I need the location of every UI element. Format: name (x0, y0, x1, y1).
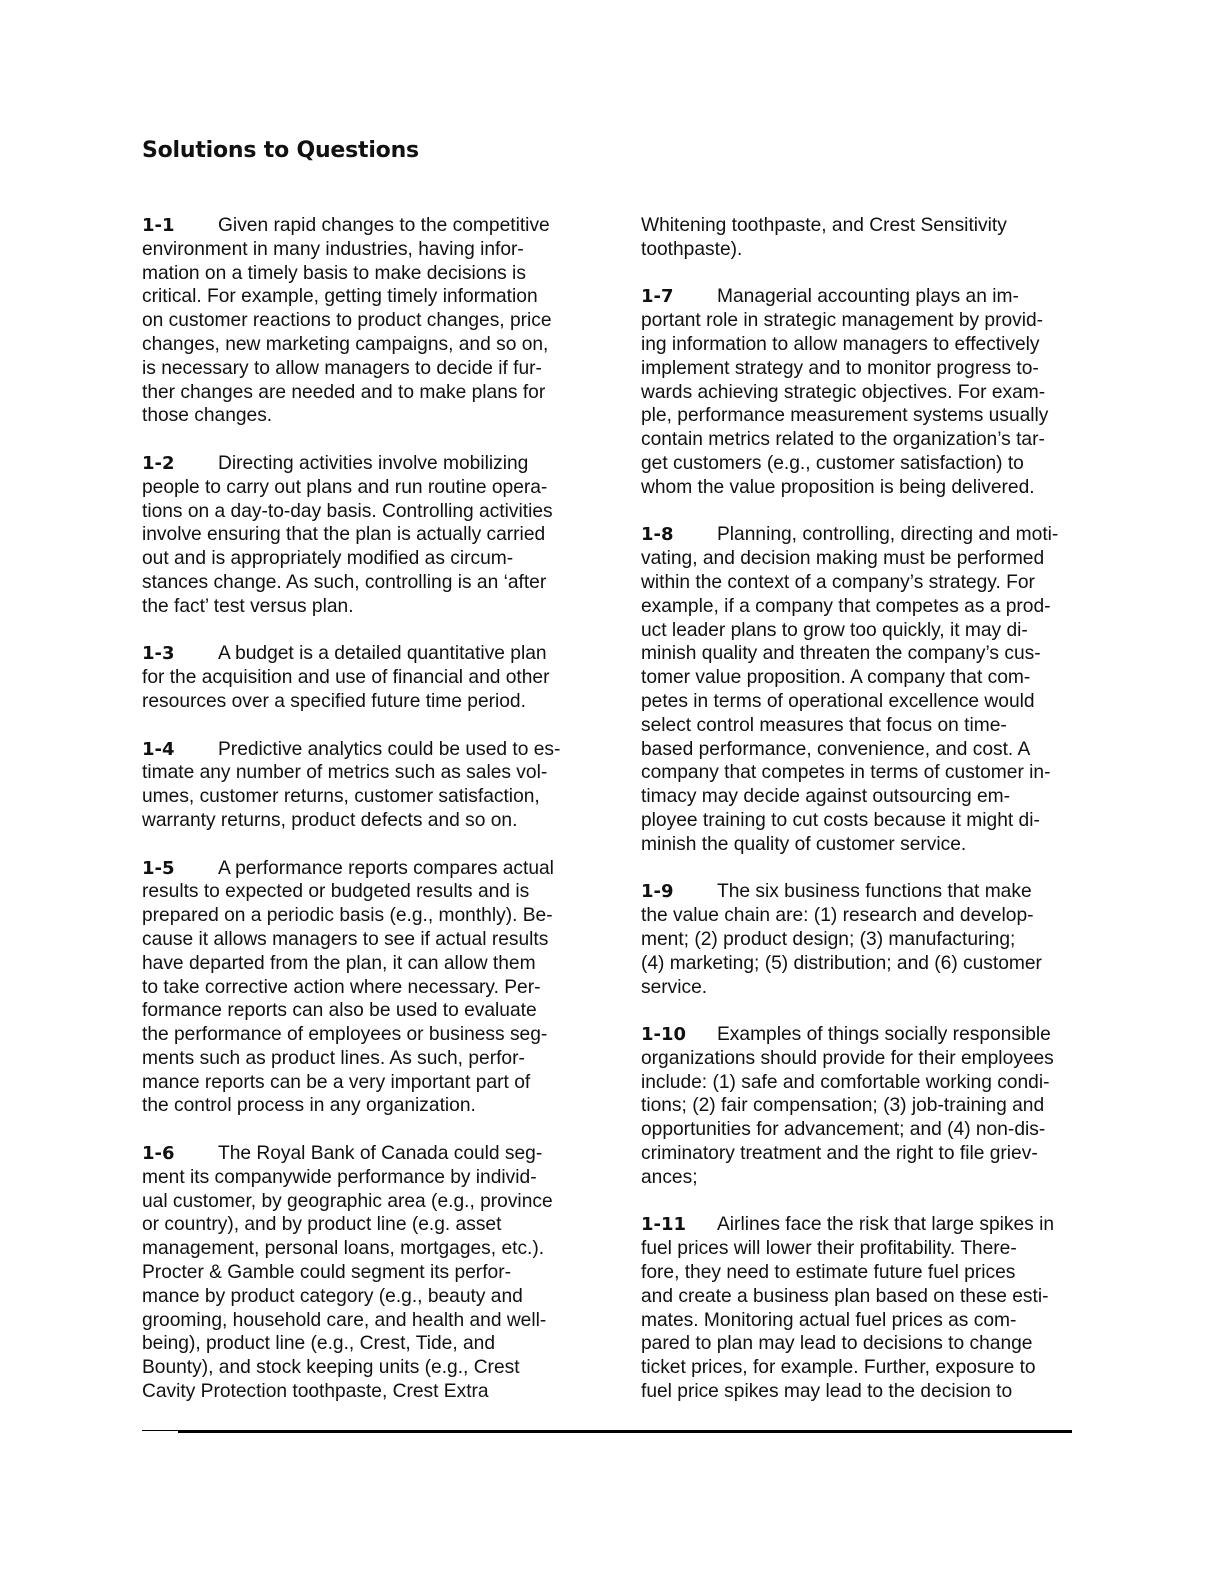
answer-1-6 (142, 1142, 568, 1404)
answer-text-line: the fact’ test versus plan. (142, 595, 354, 617)
answer-text-line: A performance reports compares actual (218, 857, 554, 879)
answer-text-line: or country), and by product line (e.g. asset (142, 1214, 502, 1236)
answer-text-line: have departed from the plan, it can allow them (142, 952, 536, 974)
question-number: 1-5 (142, 857, 175, 879)
question-number: 1-6 (142, 1143, 175, 1165)
answer-text-line: being), product line (e.g., Crest, Tide, and (142, 1333, 496, 1355)
answer-text-line: ment its companywide performance by individ- (142, 1166, 537, 1188)
answer-text-line: on customer reactions to product changes, price (142, 310, 552, 332)
answer-first-line (641, 1213, 1073, 1237)
answer-text-line: Procter & Gamble could segment its perfor- (142, 1262, 511, 1284)
answer-text-line: select control measures that focus on time- (641, 714, 1007, 736)
answer-text-line: formance reports can also be used to evaluate (142, 1000, 537, 1022)
answer-continued (641, 214, 1073, 262)
answer-text-line: company that competes in terms of customer in- (641, 762, 1051, 784)
answer-text-line: toothpaste). (641, 238, 743, 260)
answer-1-2 (142, 452, 568, 619)
answer-text-line: timacy may decide against outsourcing em- (641, 786, 1010, 808)
page-title: Solutions to Questions (142, 138, 419, 163)
answer-1-7 (641, 285, 1073, 499)
answer-text-line: ticket prices, for example. Further, exposure to (641, 1357, 1036, 1379)
right-column (641, 214, 1073, 1428)
answer-text-line: uct leader plans to grow too quickly, it may di- (641, 619, 1028, 641)
answer-text-line: environment in many industries, having infor- (142, 238, 524, 260)
answer-first-line (142, 452, 568, 476)
answer-text-line: tions; (2) fair compensation; (3) job-training and (641, 1095, 1045, 1117)
answer-text-line: The Royal Bank of Canada could seg- (218, 1143, 543, 1165)
answer-text-line: mance by product category (e.g., beauty and (142, 1285, 523, 1307)
question-number: 1-11 (641, 1214, 687, 1236)
answer-text-line: wards achieving strategic objectives. For exam- (641, 381, 1046, 403)
answer-text-line: criminatory treatment and the right to file griev- (641, 1143, 1038, 1165)
answer-text-line: critical. For example, getting timely information (142, 286, 538, 308)
answer-text-line: the value chain are: (1) research and develop- (641, 905, 1034, 927)
answer-1-10 (641, 1023, 1073, 1190)
question-number: 1-2 (142, 452, 175, 474)
answer-text-line: people to carry out plans and run routine opera- (142, 476, 548, 498)
answer-text-line: A budget is a detailed quantitative plan (218, 643, 547, 665)
answer-text-line: ances; (641, 1166, 698, 1188)
answer-text-line: organizations should provide for their employees (641, 1047, 1054, 1069)
answer-text-line: ment; (2) product design; (3) manufacturing; (641, 928, 1016, 950)
answer-text-line: grooming, household care, and health and well- (142, 1309, 547, 1331)
answer-text-line: ple, performance measurement systems usually (641, 405, 1049, 427)
answer-1-3 (142, 642, 568, 713)
answer-first-line (641, 523, 1073, 547)
answer-1-11 (641, 1213, 1073, 1403)
answer-text-line: mation on a timely basis to make decisions is (142, 262, 526, 284)
answer-text-line: is necessary to allow managers to decide if fur- (142, 357, 542, 379)
answer-text-line: Given rapid changes to the competitive (218, 215, 550, 236)
answer-text-line: fuel price spikes may lead to the decision to (641, 1381, 1013, 1403)
answer-text-line: Planning, controlling, directing and moti- (717, 524, 1059, 546)
answer-text-line: Managerial accounting plays an im- (717, 286, 1019, 308)
answer-text-line: minish quality and threaten the company’s cus- (641, 643, 1041, 665)
answer-first-line (641, 1023, 1073, 1047)
answer-first-line (142, 642, 568, 666)
answer-text-line: fuel prices will lower their profitability. There- (641, 1238, 1017, 1260)
answer-1-4 (142, 738, 568, 833)
answer-text-line: Examples of things socially responsible (717, 1024, 1051, 1046)
answer-text-line: management, personal loans, mortgages, etc.). (142, 1238, 545, 1260)
question-number: 1-9 (641, 881, 674, 903)
answer-text-line: stances change. As such, controlling is an ‘after (142, 571, 547, 593)
answer-text-line: mance reports can be a very important part of (142, 1071, 531, 1093)
answer-text-line: contain metrics related to the organization’s tar- (641, 429, 1045, 451)
answer-text-line: include: (1) safe and comfortable working condi- (641, 1071, 1050, 1093)
question-number: 1-7 (641, 286, 674, 308)
answer-text-line: example, if a company that competes as a prod- (641, 595, 1051, 617)
answer-text-line: ployee training to cut costs because it might di- (641, 809, 1040, 831)
answer-text-line: ual customer, by geographic area (e.g., province (142, 1190, 553, 1212)
answer-text-line: implement strategy and to monitor progress to- (641, 357, 1039, 379)
answer-first-line (142, 1142, 568, 1166)
answer-first-line (142, 738, 568, 762)
answer-text-line: Airlines face the risk that large spikes in (717, 1214, 1054, 1236)
question-number: 1-10 (641, 1024, 687, 1046)
answer-text-line: timate any number of metrics such as sales vol- (142, 762, 548, 784)
answer-text-line: get customers (e.g., customer satisfaction) to (641, 452, 1024, 474)
answer-text-line: service. (641, 976, 708, 998)
answer-text-line: and create a business plan based on these esti- (641, 1285, 1049, 1307)
answer-1-1 (142, 214, 568, 428)
answer-text-line: portant role in strategic management by provid- (641, 310, 1044, 332)
answer-1-9 (641, 880, 1073, 999)
answer-text-line: Whitening toothpaste, and Crest Sensitivity (641, 215, 1007, 236)
answer-first-line (641, 285, 1073, 309)
answer-text-line: opportunities for advancement; and (4) non-dis- (641, 1119, 1046, 1141)
answer-text-line: out and is appropriately modified as circum- (142, 548, 514, 570)
answer-text-line: involve ensuring that the plan is actually carried (142, 524, 546, 546)
answer-text-line: the control process in any organization. (142, 1095, 476, 1117)
answer-text-line: umes, customer returns, customer satisfaction, (142, 786, 540, 808)
answer-text-line: minish the quality of customer service. (641, 833, 967, 855)
answer-text-line: tions on a day-to-day basis. Controlling activities (142, 500, 553, 522)
answer-text-line: ther changes are needed and to make plans for (142, 381, 546, 403)
answer-text-line: mates. Monitoring actual fuel prices as com- (641, 1309, 1017, 1331)
answer-text-line: fore, they need to estimate future fuel prices (641, 1262, 1016, 1284)
answer-text-line: resources over a specified future time period. (142, 690, 526, 712)
answer-first-line (142, 214, 568, 238)
answer-text-line: prepared on a periodic basis (e.g., monthly). Be- (142, 905, 553, 927)
answer-text-line: for the acquisition and use of financial and other (142, 667, 550, 689)
answer-text-line: tomer value proposition. A company that com- (641, 667, 1031, 689)
question-number: 1-4 (142, 738, 175, 760)
answer-text-line: ments such as product lines. As such, perfor- (142, 1047, 525, 1069)
answer-text-line: cause it allows managers to see if actual results (142, 928, 549, 950)
answer-text-line: ing information to allow managers to effectively (641, 333, 1040, 355)
answer-text-line: Bounty), and stock keeping units (e.g., Crest (142, 1357, 520, 1379)
answer-text-line: (4) marketing; (5) distribution; and (6) customer (641, 952, 1042, 974)
answer-1-8 (641, 523, 1073, 856)
answer-text-line: changes, new marketing campaigns, and so on, (142, 333, 549, 355)
answer-text-line: warranty returns, product defects and so on. (142, 809, 518, 831)
answer-text-line: within the context of a company’s strategy. For (641, 571, 1035, 593)
answer-text-line: to take corrective action where necessary. Per- (142, 976, 541, 998)
answer-text-line: whom the value proposition is being delivered. (641, 476, 1035, 498)
question-number: 1-1 (142, 215, 175, 236)
answer-first-line (641, 880, 1073, 904)
left-column (142, 214, 568, 1428)
answer-text-line: Cavity Protection toothpaste, Crest Extra (142, 1381, 489, 1403)
question-number: 1-3 (142, 643, 175, 665)
answer-text-line: petes in terms of operational excellence would (641, 690, 1035, 712)
answer-text-line: based performance, convenience, and cost. A (641, 738, 1031, 760)
answer-text-line: results to expected or budgeted results and is (142, 881, 530, 903)
answer-text-line: those changes. (142, 405, 273, 427)
question-number: 1-8 (641, 524, 674, 546)
answer-1-5 (142, 857, 568, 1119)
footer-rule (178, 1430, 1072, 1433)
answer-text-line: Directing activities involve mobilizing (218, 452, 529, 474)
answer-first-line (142, 857, 568, 881)
answer-text-line: vating, and decision making must be performed (641, 548, 1045, 570)
footer-rule-short (142, 1430, 178, 1431)
answer-text-line: pared to plan may lead to decisions to change (641, 1333, 1033, 1355)
answer-text-line: The six business functions that make (717, 881, 1032, 903)
answer-text-line: Predictive analytics could be used to es- (218, 738, 561, 760)
answer-text-line: the performance of employees or business seg- (142, 1024, 548, 1046)
